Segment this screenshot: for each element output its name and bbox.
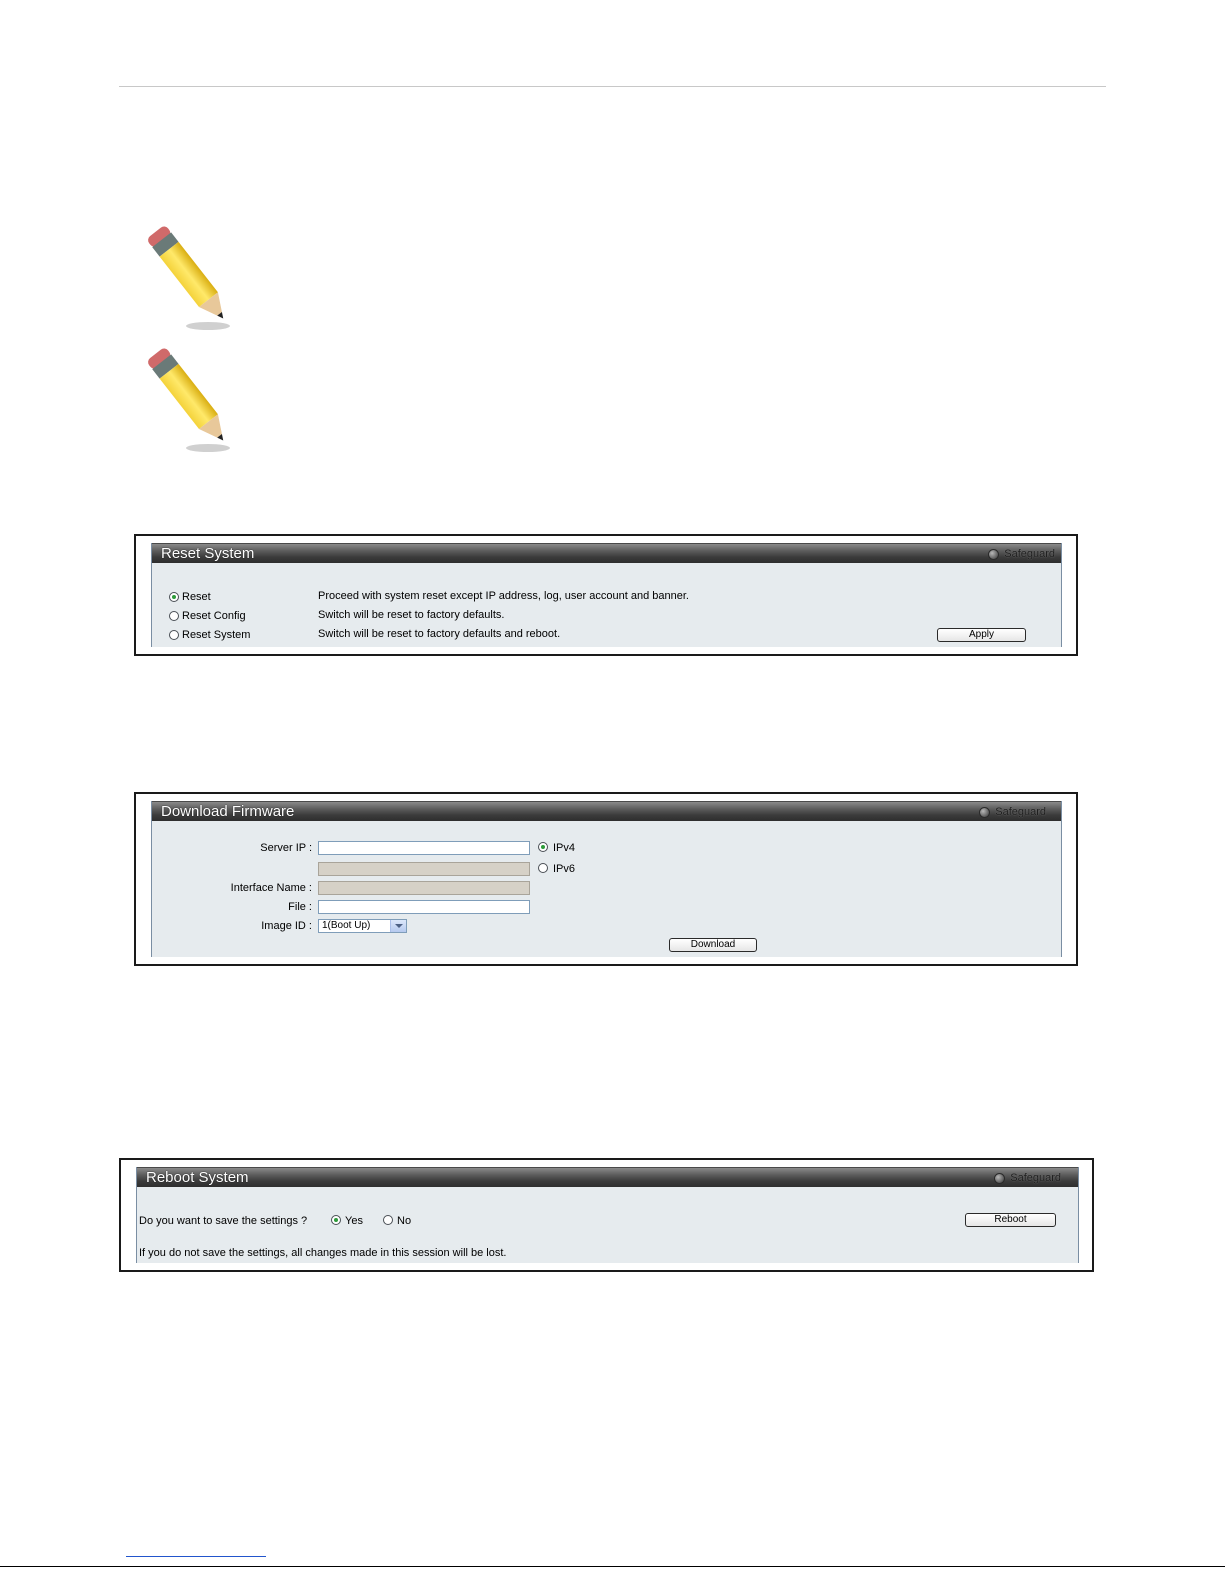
save-settings-question: Do you want to save the settings ? bbox=[139, 1215, 308, 1227]
safeguard-indicator[interactable] bbox=[994, 1171, 1061, 1185]
image-id-select[interactable] bbox=[318, 919, 407, 933]
image-id-value: 1(Boot Up) bbox=[322, 920, 371, 931]
ipv4-label: IPv4 bbox=[553, 842, 576, 854]
safeguard-label: Safeguard bbox=[995, 806, 1046, 818]
reset-system-panel bbox=[151, 543, 1062, 647]
pencil-icon bbox=[138, 218, 242, 334]
safeguard-label: Safeguard bbox=[1004, 548, 1055, 560]
safeguard-indicator[interactable] bbox=[988, 547, 1055, 561]
interface-name-input bbox=[318, 881, 530, 895]
unsaved-changes-warning: If you do not save the settings, all changes made in this session will be lost. bbox=[139, 1247, 507, 1259]
yes-label: Yes bbox=[345, 1215, 363, 1227]
reset-config-description: Switch will be reset to factory defaults. bbox=[318, 609, 505, 621]
reset-system-frame bbox=[134, 534, 1078, 656]
interface-name-label: Interface Name : bbox=[230, 882, 312, 894]
download-firmware-panel bbox=[151, 801, 1062, 957]
reset-radio[interactable] bbox=[169, 592, 179, 602]
reboot-button[interactable]: Reboot bbox=[965, 1213, 1056, 1227]
reboot-system-panel bbox=[136, 1167, 1079, 1263]
chevron-down-icon[interactable] bbox=[390, 920, 406, 932]
image-id-label: Image ID : bbox=[261, 920, 312, 932]
reboot-system-frame bbox=[119, 1158, 1094, 1272]
reset-system-label: Reset System bbox=[182, 629, 251, 641]
reset-config-label: Reset Config bbox=[182, 610, 246, 622]
server-ip-label: Server IP : bbox=[260, 842, 312, 854]
file-label: File : bbox=[288, 901, 312, 913]
reset-description: Proceed with system reset except IP address, log, user account and banner. bbox=[318, 590, 689, 602]
panel-header bbox=[152, 543, 1061, 563]
no-radio[interactable] bbox=[383, 1215, 393, 1225]
panel-header bbox=[137, 1167, 1078, 1187]
pencil-icon bbox=[138, 340, 242, 456]
status-led-icon bbox=[988, 549, 999, 560]
panel-header bbox=[152, 801, 1061, 821]
panel-title: Download Firmware bbox=[161, 803, 295, 820]
page-footer-rule bbox=[0, 1566, 1225, 1567]
reset-label: Reset bbox=[182, 591, 211, 603]
reset-system-radio[interactable] bbox=[169, 630, 179, 640]
ipv6-address-input bbox=[318, 862, 530, 876]
file-input[interactable] bbox=[318, 900, 530, 914]
page-header-rule bbox=[119, 86, 1106, 87]
footer-link-underline bbox=[126, 1556, 266, 1557]
ipv6-label: IPv6 bbox=[553, 863, 576, 875]
reset-config-radio[interactable] bbox=[169, 611, 179, 621]
status-led-icon bbox=[994, 1173, 1005, 1184]
panel-title: Reboot System bbox=[146, 1169, 249, 1186]
safeguard-label: Safeguard bbox=[1010, 1172, 1061, 1184]
no-label: No bbox=[397, 1215, 412, 1227]
ipv6-radio[interactable] bbox=[538, 863, 548, 873]
ipv4-radio[interactable] bbox=[538, 842, 548, 852]
apply-button[interactable]: Apply bbox=[937, 628, 1026, 642]
download-button[interactable]: Download bbox=[669, 938, 757, 952]
yes-radio[interactable] bbox=[331, 1215, 341, 1225]
safeguard-indicator[interactable] bbox=[979, 805, 1046, 819]
panel-title: Reset System bbox=[161, 545, 255, 562]
download-firmware-frame bbox=[134, 792, 1078, 966]
status-led-icon bbox=[979, 807, 990, 818]
server-ip-input[interactable] bbox=[318, 841, 530, 855]
reset-system-description: Switch will be reset to factory defaults and reboot. bbox=[318, 628, 561, 640]
